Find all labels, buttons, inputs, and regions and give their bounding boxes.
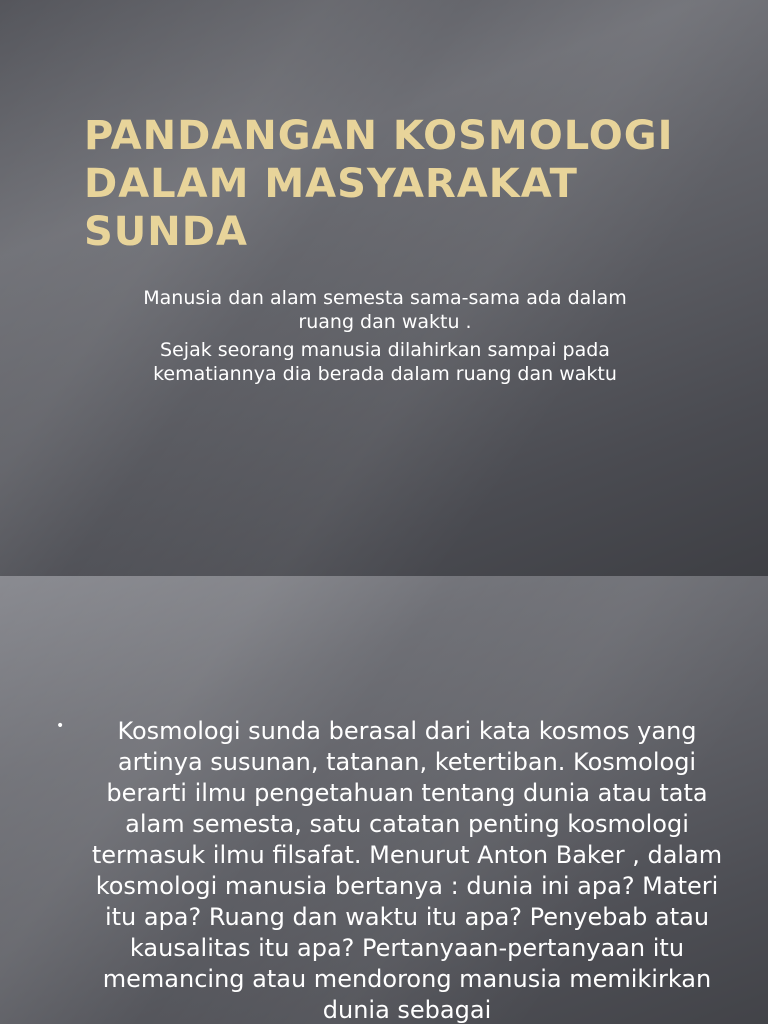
subtitle-line-2: Sejak seorang manusia dilahirkan sampai pada kematiannya dia berada dalam ruang dan waktu (153, 339, 617, 385)
slide-subtitle (120, 286, 650, 390)
bullet-text: Kosmologi sunda berasal dari kata kosmos yang artinya susunan, tatanan, ketertiban. Kosmologi berarti ilmu pengetahuan tentang dunia atau tata alam semesta, satu catatan penting kosmologi termasuk ilmu filsafat. Menurut Anton Baker , dalam kosmologi manusia bertanya : dunia ini apa? Materi itu apa? Ruang dan waktu itu apa? Penyebab atau kausalitas itu apa? Pertanyaan-pertanyaan itu memancing atau mendorong manusia memikirkan dunia sebagai (91, 717, 723, 1024)
subtitle-line-1: Manusia dan alam semesta sama-sama ada dalam ruang dan waktu . (143, 287, 627, 333)
slide-2 (0, 576, 768, 1024)
bullet-icon: • (56, 718, 65, 734)
bullet-list (56, 716, 736, 1024)
slide-title: PANDANGAN KOSMOLOGI DALAM MASYARAKAT SUNDA (84, 113, 674, 255)
